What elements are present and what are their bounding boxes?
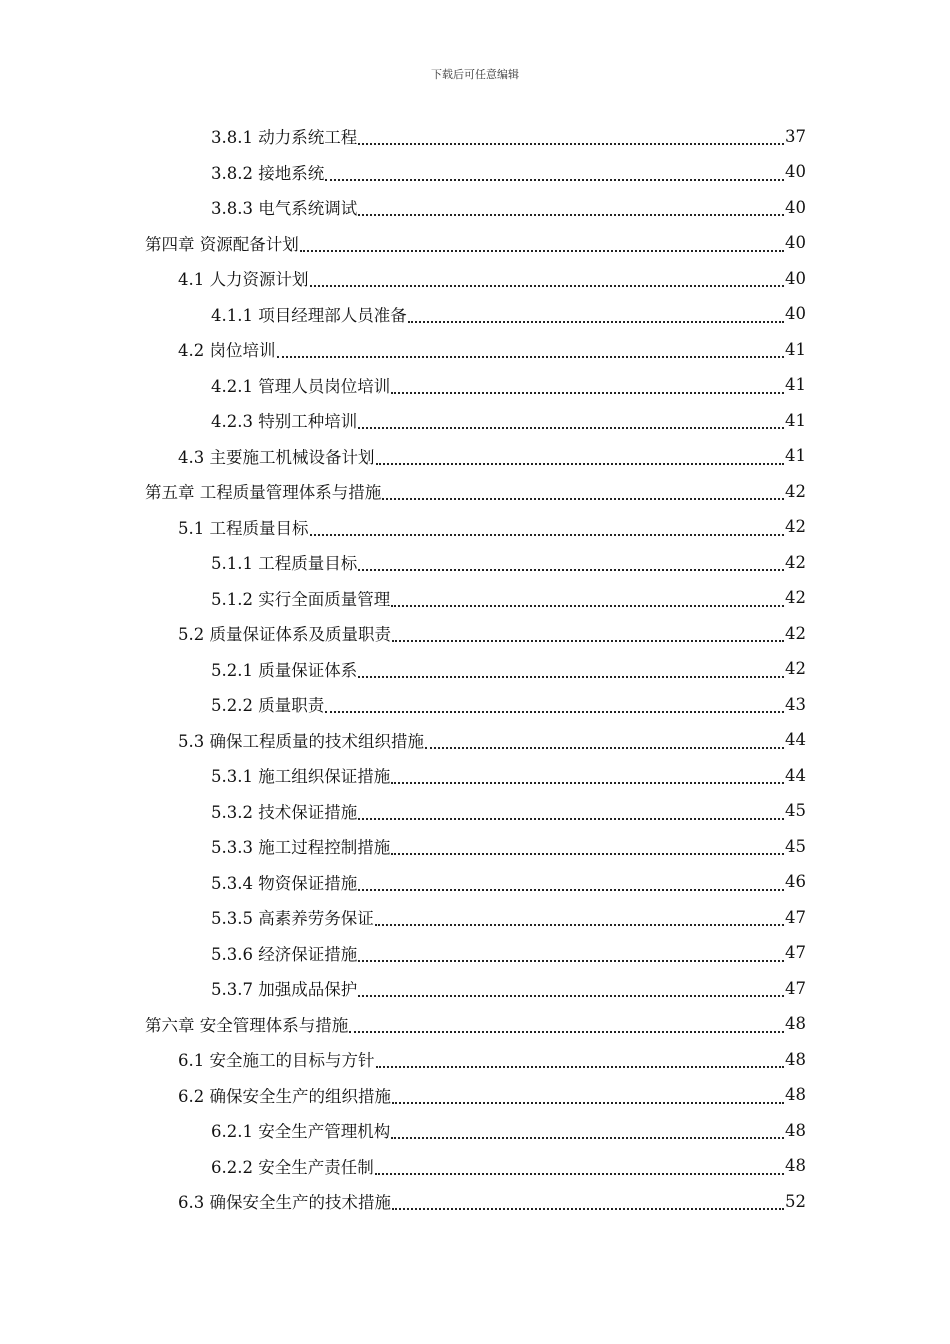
toc-entry-title: 5.1.2 实行全面质量管理 [211, 589, 391, 609]
toc-dot-leader [391, 772, 784, 784]
toc-entry-title: 4.2.3 特别工种培训 [211, 412, 358, 431]
toc-entry-title: 4.2.1 管理人员岗位培训 [211, 376, 391, 396]
toc-entry-title: 3.8.1 动力系统工程 [211, 128, 358, 147]
toc-entry-page-number: 41 [785, 375, 806, 394]
toc-entry-page-number: 42 [785, 517, 806, 536]
toc-entry[interactable] [211, 189, 806, 225]
toc-entry[interactable] [211, 402, 806, 438]
toc-entry[interactable] [211, 935, 806, 971]
toc-entry-title: 5.3 确保工程质量的技术组织措施 [178, 731, 424, 751]
toc-dot-leader [392, 630, 784, 642]
toc-entry-page-number: 44 [785, 765, 806, 785]
toc-entry[interactable] [211, 793, 806, 829]
toc-entry-page-number: 48 [785, 1156, 806, 1175]
toc-entry-page-number: 40 [785, 268, 806, 288]
toc-dot-leader [376, 1056, 785, 1068]
toc-entry-page-number: 42 [785, 481, 806, 501]
toc-entry[interactable] [211, 580, 806, 616]
toc-entry[interactable] [178, 1077, 806, 1113]
toc-entry-title: 6.3 确保安全生产的技术措施 [178, 1193, 391, 1212]
toc-dot-leader [325, 701, 784, 713]
toc-entry[interactable] [211, 970, 806, 1006]
toc-entry-page-number: 52 [785, 1191, 806, 1211]
toc-entry-title: 5.3.2 技术保证措施 [211, 802, 358, 822]
toc-entry[interactable] [211, 757, 806, 793]
toc-dot-leader [425, 737, 784, 749]
toc-entry[interactable] [178, 615, 806, 651]
toc-entry-page-number: 41 [785, 339, 806, 359]
toc-dot-leader [358, 879, 784, 891]
toc-dot-leader [358, 808, 784, 820]
toc-entry[interactable] [178, 509, 806, 545]
toc-entry-title: 第五章 工程质量管理体系与措施 [145, 483, 382, 502]
toc-entry-page-number: 42 [785, 659, 806, 678]
toc-entry[interactable] [211, 154, 806, 190]
toc-dot-leader [300, 240, 784, 252]
toc-entry-page-number: 45 [785, 836, 806, 856]
toc-entry-page-number: 42 [785, 588, 806, 607]
toc-entry-title: 5.2.2 质量职责 [211, 696, 325, 715]
toc-entry-page-number: 43 [785, 694, 806, 714]
toc-dot-leader [358, 950, 784, 962]
toc-entry-title: 3.8.3 电气系统调试 [211, 199, 358, 218]
toc-dot-leader [358, 985, 784, 997]
toc-dot-leader [325, 169, 784, 181]
toc-entry-page-number: 41 [785, 446, 806, 465]
toc-entry-title: 5.1.1 工程质量目标 [211, 554, 358, 573]
toc-entry[interactable] [211, 1112, 806, 1148]
toc-entry-title: 5.3.7 加强成品保护 [211, 980, 358, 999]
toc-entry-page-number: 47 [785, 943, 806, 962]
toc-entry[interactable] [211, 899, 806, 935]
toc-entry-title: 5.3.5 高素养劳务保证 [211, 909, 374, 928]
toc-entry-page-number: 42 [785, 552, 806, 572]
toc-entry-title: 4.2 岗位培训 [178, 341, 276, 360]
toc-dot-leader [310, 275, 785, 287]
toc-dot-leader [391, 1127, 784, 1139]
toc-entry-title: 4.1.1 项目经理部人员准备 [211, 305, 407, 325]
toc-entry-page-number: 40 [785, 304, 806, 323]
toc-dot-leader [392, 1198, 784, 1210]
toc-entry[interactable] [178, 722, 806, 758]
toc-dot-leader [392, 1092, 784, 1104]
toc-entry[interactable] [178, 331, 806, 367]
toc-entry-page-number: 42 [785, 623, 806, 643]
toc-dot-leader [375, 914, 784, 926]
toc-dot-leader [375, 1163, 784, 1175]
toc-entry-title: 5.3.3 施工过程控制措施 [211, 838, 391, 857]
toc-entry-page-number: 44 [785, 730, 806, 749]
toc-entry[interactable] [178, 1183, 806, 1219]
toc-entry-title: 6.2.1 安全生产管理机构 [211, 1122, 391, 1141]
page-header: 下载后可任意编辑 [431, 68, 519, 81]
toc-entry[interactable] [211, 544, 806, 580]
toc-dot-leader [376, 453, 785, 465]
toc-dot-leader [391, 382, 784, 394]
toc-entry-page-number: 45 [785, 801, 806, 820]
toc-dot-leader [358, 666, 784, 678]
toc-entry-page-number: 47 [785, 907, 806, 927]
toc-entry-page-number: 40 [785, 197, 806, 217]
toc-entry-title: 3.8.2 接地系统 [211, 163, 325, 183]
toc-entry[interactable] [211, 367, 806, 403]
toc-entry[interactable] [211, 864, 806, 900]
toc-dot-leader [310, 524, 785, 536]
toc-entry[interactable] [178, 1041, 806, 1077]
toc-entry[interactable] [145, 1006, 806, 1042]
toc-entry-page-number: 48 [785, 1085, 806, 1104]
toc-entry-title: 6.2.2 安全生产责任制 [211, 1157, 374, 1177]
toc-entry-title: 4.3 主要施工机械设备计划 [178, 447, 375, 467]
toc-entry-title: 第六章 安全管理体系与措施 [145, 1015, 349, 1035]
toc-dot-leader [358, 417, 784, 429]
toc-entry-page-number: 47 [785, 978, 806, 998]
toc-dot-leader [382, 488, 784, 500]
toc-entry-page-number: 41 [785, 410, 806, 430]
toc-dot-leader [277, 346, 785, 358]
toc-entry[interactable] [145, 473, 806, 509]
toc-entry-title: 6.1 安全施工的目标与方针 [178, 1051, 375, 1070]
toc-entry[interactable] [178, 260, 806, 296]
toc-dot-leader [358, 559, 784, 571]
toc-entry[interactable] [211, 296, 806, 332]
toc-entry-page-number: 48 [785, 1120, 806, 1140]
toc-entry[interactable] [211, 651, 806, 687]
toc-dot-leader [391, 595, 784, 607]
toc-entry-title: 5.2 质量保证体系及质量职责 [178, 625, 391, 644]
toc-entry-title: 5.3.4 物资保证措施 [211, 873, 358, 893]
toc-entry-page-number: 40 [785, 233, 806, 252]
toc-entry-page-number: 48 [785, 1014, 806, 1033]
toc-dot-leader [391, 843, 784, 855]
toc-dot-leader [358, 133, 784, 145]
toc-dot-leader [358, 204, 784, 216]
toc-entry-title: 5.2.1 质量保证体系 [211, 660, 358, 680]
toc-entry-title: 5.3.6 经济保证措施 [211, 944, 358, 964]
toc-entry[interactable] [211, 828, 806, 864]
toc-entry-page-number: 46 [785, 872, 806, 891]
toc-entry-title: 4.1 人力资源计划 [178, 270, 309, 289]
toc-entry-page-number: 37 [785, 126, 806, 146]
toc-entry[interactable] [211, 686, 806, 722]
toc-entry[interactable] [178, 438, 806, 474]
toc-entry-title: 5.1 工程质量目标 [178, 518, 309, 538]
toc-entry-page-number: 48 [785, 1049, 806, 1069]
toc-entry[interactable] [211, 1148, 806, 1184]
toc-entry-title: 第四章 资源配备计划 [145, 234, 299, 254]
toc-dot-leader [349, 1021, 784, 1033]
toc-entry[interactable] [145, 225, 806, 261]
toc-entry-title: 5.3.1 施工组织保证措施 [211, 767, 391, 786]
toc-entry[interactable] [211, 118, 806, 154]
toc-dot-leader [408, 311, 784, 323]
toc-entry-title: 6.2 确保安全生产的组织措施 [178, 1086, 391, 1106]
toc-entry-page-number: 40 [785, 162, 806, 181]
